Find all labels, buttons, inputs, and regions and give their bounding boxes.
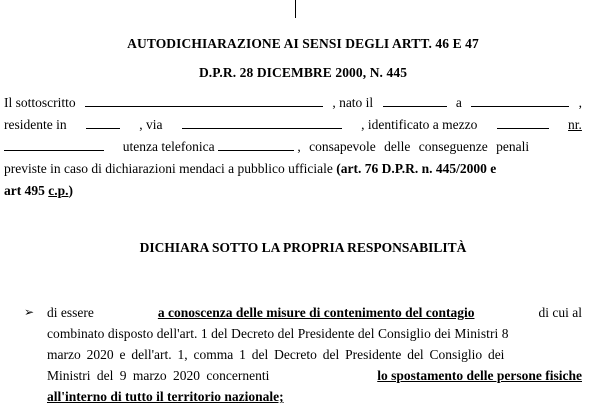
bullet-text-1c: di cui al — [538, 305, 582, 320]
comma-1: , — [578, 95, 582, 110]
label-utenza: utenza telefonica — [122, 139, 215, 154]
label-via: , via — [139, 117, 163, 132]
label-identificato: , identificato a mezzo — [361, 117, 478, 132]
para-line-5 — [4, 183, 582, 199]
label-residente-in: residente in — [4, 117, 67, 132]
bullet-line-4 — [47, 368, 582, 384]
phone-blank[interactable] — [218, 139, 294, 151]
para-line-3 — [4, 139, 582, 155]
document-title: AUTODICHIARAZIONE AI SENSI DEGLI ARTT. 46 E 47 — [127, 36, 479, 51]
para-line-2 — [4, 117, 582, 133]
label-sottoscritto: Il sottoscritto — [4, 95, 76, 110]
street-blank[interactable] — [182, 117, 342, 129]
bullet-arrow-icon: ➢ — [24, 305, 35, 319]
residence-blank[interactable] — [86, 117, 120, 129]
birth-date-blank[interactable] — [383, 95, 447, 107]
para-line-1 — [4, 95, 582, 111]
label-consapevole: , consapevole delle conseguenze penali — [297, 139, 530, 154]
legal-ref-2b: c.p. — [48, 183, 69, 198]
id-document-blank[interactable] — [497, 117, 549, 129]
bullet-line-5: all'interno di tutto il territorio nazionale; — [47, 389, 284, 404]
bullet-text-4a: Ministri del 9 marzo 2020 concernenti — [47, 368, 270, 383]
bullet-text-1a: di essere — [47, 305, 94, 320]
section-heading: DICHIARA SOTTO LA PROPRIA RESPONSABILITÀ — [139, 240, 467, 255]
name-blank[interactable] — [85, 95, 323, 107]
label-a: a — [455, 95, 462, 110]
text-previste: previste in caso di dichiarazioni mendaci a pubblico ufficiale — [4, 161, 333, 176]
bullet-line-3: marzo 2020 e dell'art. 1, comma 1 del Decreto del Presidente del Consiglio dei — [47, 347, 505, 362]
bullet-line-2: combinato disposto dell'art. 1 del Decreto del Presidente del Consiglio dei Ministri 8 — [47, 326, 509, 341]
label-nr: nr. — [568, 117, 582, 132]
bullet-text-4b: lo spostamento delle persone fisiche — [377, 368, 582, 383]
legal-ref-1: (art. 76 D.P.R. n. 445/2000 e — [336, 161, 497, 176]
legal-ref-2a: art 495 — [4, 183, 45, 198]
bullet-text-1b: a conoscenza delle misure di contenimento del contagio — [157, 305, 475, 320]
text-cursor-mark — [295, 0, 296, 18]
para-line-4 — [4, 161, 582, 177]
id-number-blank[interactable] — [4, 139, 104, 151]
legal-ref-2c: ) — [68, 183, 73, 198]
birth-place-blank[interactable] — [471, 95, 569, 107]
document-subtitle: D.P.R. 28 DICEMBRE 2000, N. 445 — [198, 65, 408, 80]
label-nato-il: , nato il — [332, 95, 374, 110]
bullet-line-1 — [47, 305, 582, 321]
